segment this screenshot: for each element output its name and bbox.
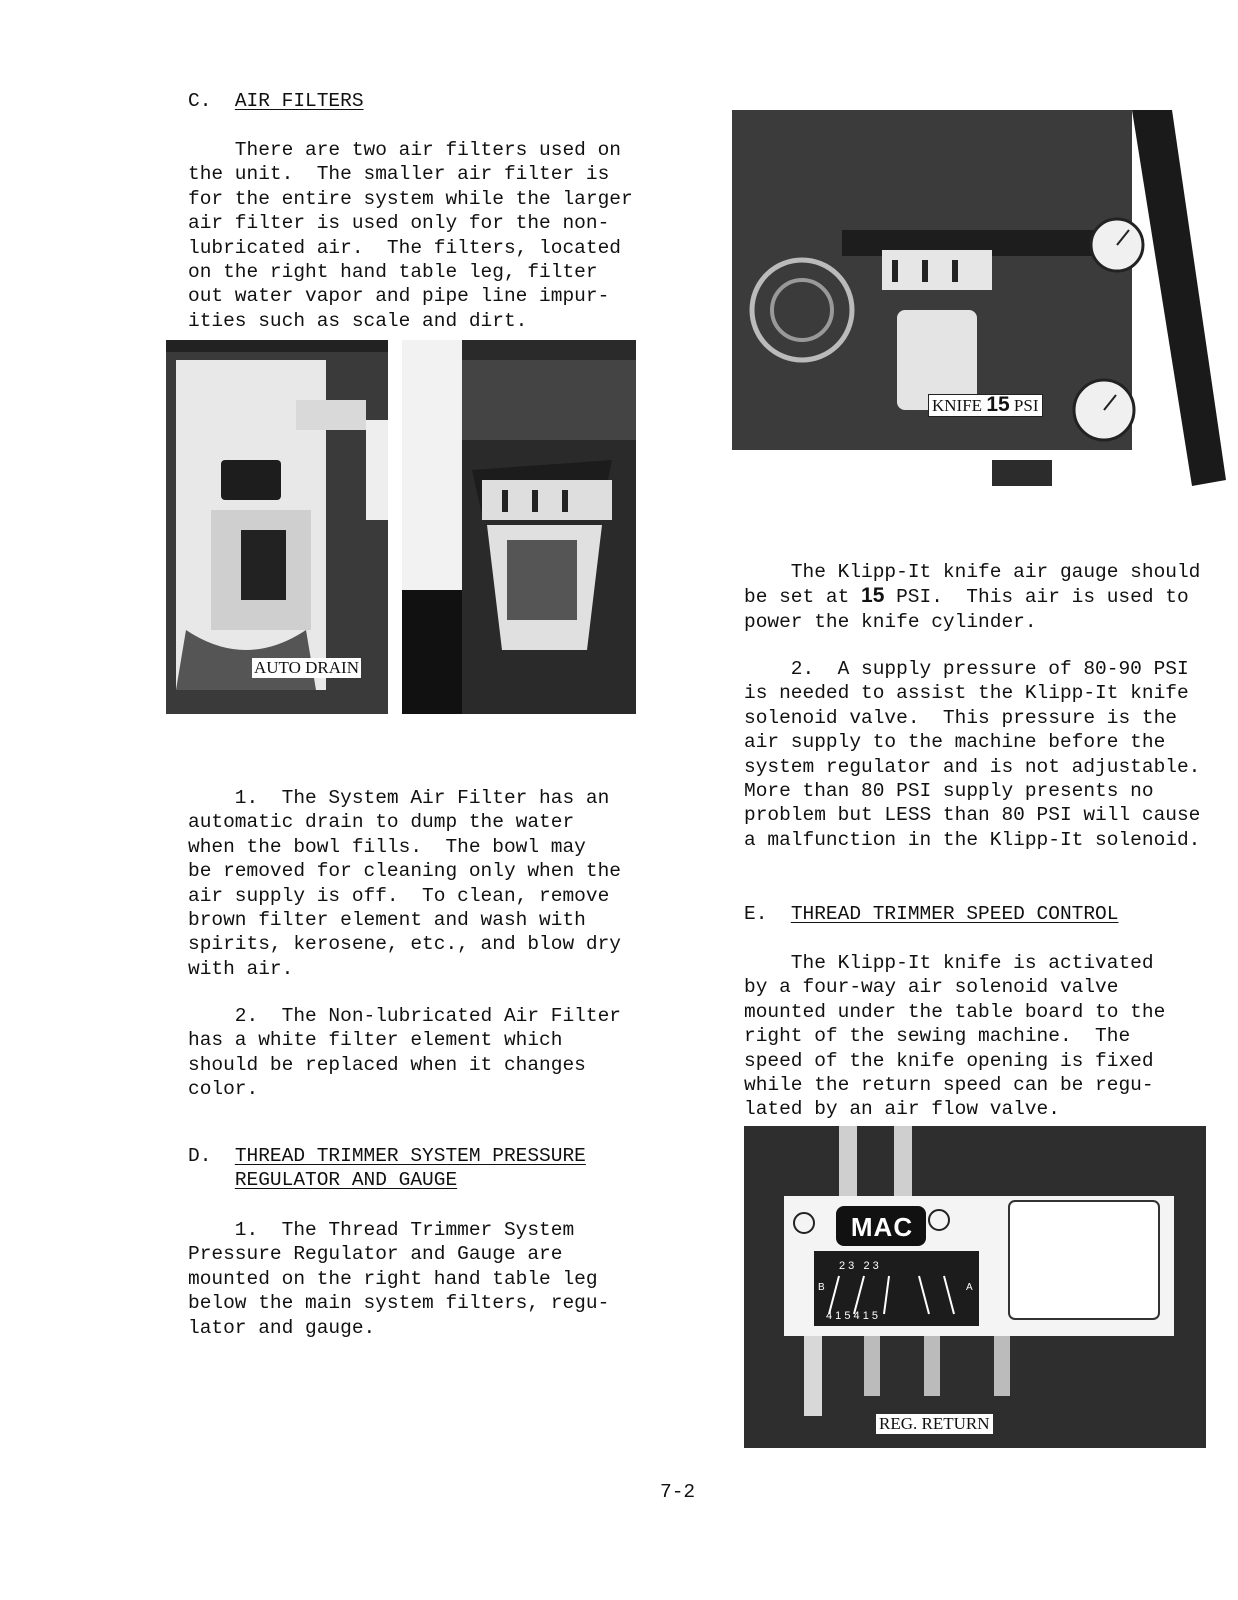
text-line: should be replaced when it changes [188,1053,586,1076]
text-line: right of the sewing machine. The [744,1025,1131,1048]
section-c-title: AIR FILTERS [234,90,364,112]
text-line: The Klipp-It knife air gauge should [744,561,1201,583]
non-lubricated-filter-illustration [402,340,636,714]
text-line: on the right hand table leg, filter [188,261,598,284]
valve-ports-bottom: 4 1 5 4 1 5 [826,1310,878,1322]
section-d-letter: D. [188,1145,212,1167]
text-line: below the main system filters, regu- [188,1292,610,1315]
text-line: with air. [188,957,294,980]
section-c-item1 [188,786,621,981]
text-line: a malfunction in the Klipp-It solenoid. [744,828,1201,851]
valve-ports-top: 2 3 2 3 [839,1260,879,1272]
text-line: 2. The Non-lubricated Air Filter [188,1005,621,1027]
auto-drain-label: AUTO DRAIN [254,658,359,677]
text-line: mounted on the right hand table leg [188,1267,598,1290]
text-line: power the knife cylinder. [744,610,1037,633]
text-line: when the bowl fills. The bowl may [188,835,586,858]
text-line: The Klipp-It knife is activated [744,952,1154,974]
section-c-intro [188,138,633,333]
text-line: solenoid valve. This pressure is the [744,706,1177,729]
text-line: system regulator and is not adjustable. [744,755,1201,778]
section-d-heading [188,1144,586,1193]
gauge-line2-prefix: be set at [744,586,862,609]
text-line: 2. A supply pressure of 80-90 PSI [744,658,1189,680]
supply-pressure-paragraph [744,657,1200,852]
knife-label-value: 15 [986,393,1010,416]
non-lubricated-filter-photo [402,340,636,714]
text-line: mounted under the table board to the [744,1000,1166,1023]
text-line: is needed to assist the Klipp-It knife [744,682,1189,705]
text-line: problem but LESS than 80 PSI will cause [744,804,1201,827]
page-number: 7-2 [660,1481,696,1503]
text-line [744,584,1200,609]
knife-gauge-paragraph [744,560,1200,634]
knife-label-prefix: KNIFE [932,396,987,415]
section-d-title-line2: REGULATOR AND GAUGE [234,1169,458,1192]
text-line: for the entire system while the larger [188,187,633,210]
text-line: 1. The System Air Filter has an [188,787,610,809]
section-d-title-line1: THREAD TRIMMER SYSTEM PRESSURE [234,1145,586,1167]
section-c-letter: C. [188,90,212,112]
text-line: the unit. The smaller air filter is [188,163,610,186]
system-air-filter-photo [166,340,388,714]
text-line: lubricated air. The filters, located [188,236,621,259]
section-e-heading [744,902,1118,926]
text-line: ities such as scale and dirt. [188,309,528,332]
gauge-line2-suffix: PSI. This air is used to [884,586,1189,609]
text-line: out water vapor and pipe line impur- [188,285,610,308]
text-line: automatic drain to dump the water [188,811,575,834]
text-line: air filter is used only for the non- [188,212,610,235]
knife-regulator-photo [732,110,1226,486]
text-line: brown filter element and wash with [188,909,586,932]
reg-return-label: REG. RETURN [876,1414,993,1434]
valve-side-a: A [966,1282,973,1293]
section-c-heading [188,89,364,113]
mac-solenoid-valve-photo [744,1126,1206,1448]
text-line: has a white filter element which [188,1029,563,1052]
text-line: 1. The Thread Trimmer System [188,1219,575,1241]
text-line: spirits, kerosene, etc., and blow dry [188,933,621,956]
text-line: by a four-way air solenoid valve [744,976,1119,999]
knife-regulator-illustration [732,110,1226,486]
text-line: be removed for cleaning only when the [188,860,621,883]
section-e-body [744,951,1165,1122]
valve-side-b: B [818,1282,825,1293]
text-line: Pressure Regulator and Gauge are [188,1243,563,1266]
mac-valve-illustration [744,1126,1206,1448]
text-line: color. [188,1078,259,1101]
gauge-psi-value: 15 [861,584,885,608]
text-line: air supply is off. To clean, remove [188,884,610,907]
section-d-item1 [188,1218,609,1340]
section-e-letter: E. [744,903,768,925]
section-c-item2 [188,1004,621,1102]
text-line: air supply to the machine before the [744,731,1166,754]
mac-brand-logo: MAC [850,1212,914,1242]
text-line: More than 80 PSI supply presents no [744,780,1154,803]
knife-label-suffix: PSI [1009,396,1039,415]
text-line: lated by an air flow valve. [744,1098,1060,1121]
text-line: There are two air filters used on [188,139,621,161]
knife-psi-label [928,394,1043,417]
text-line: lator and gauge. [188,1316,376,1339]
text-line: speed of the knife opening is fixed [744,1049,1154,1072]
section-e-title: THREAD TRIMMER SPEED CONTROL [790,903,1119,925]
text-line: while the return speed can be regu- [744,1074,1154,1097]
